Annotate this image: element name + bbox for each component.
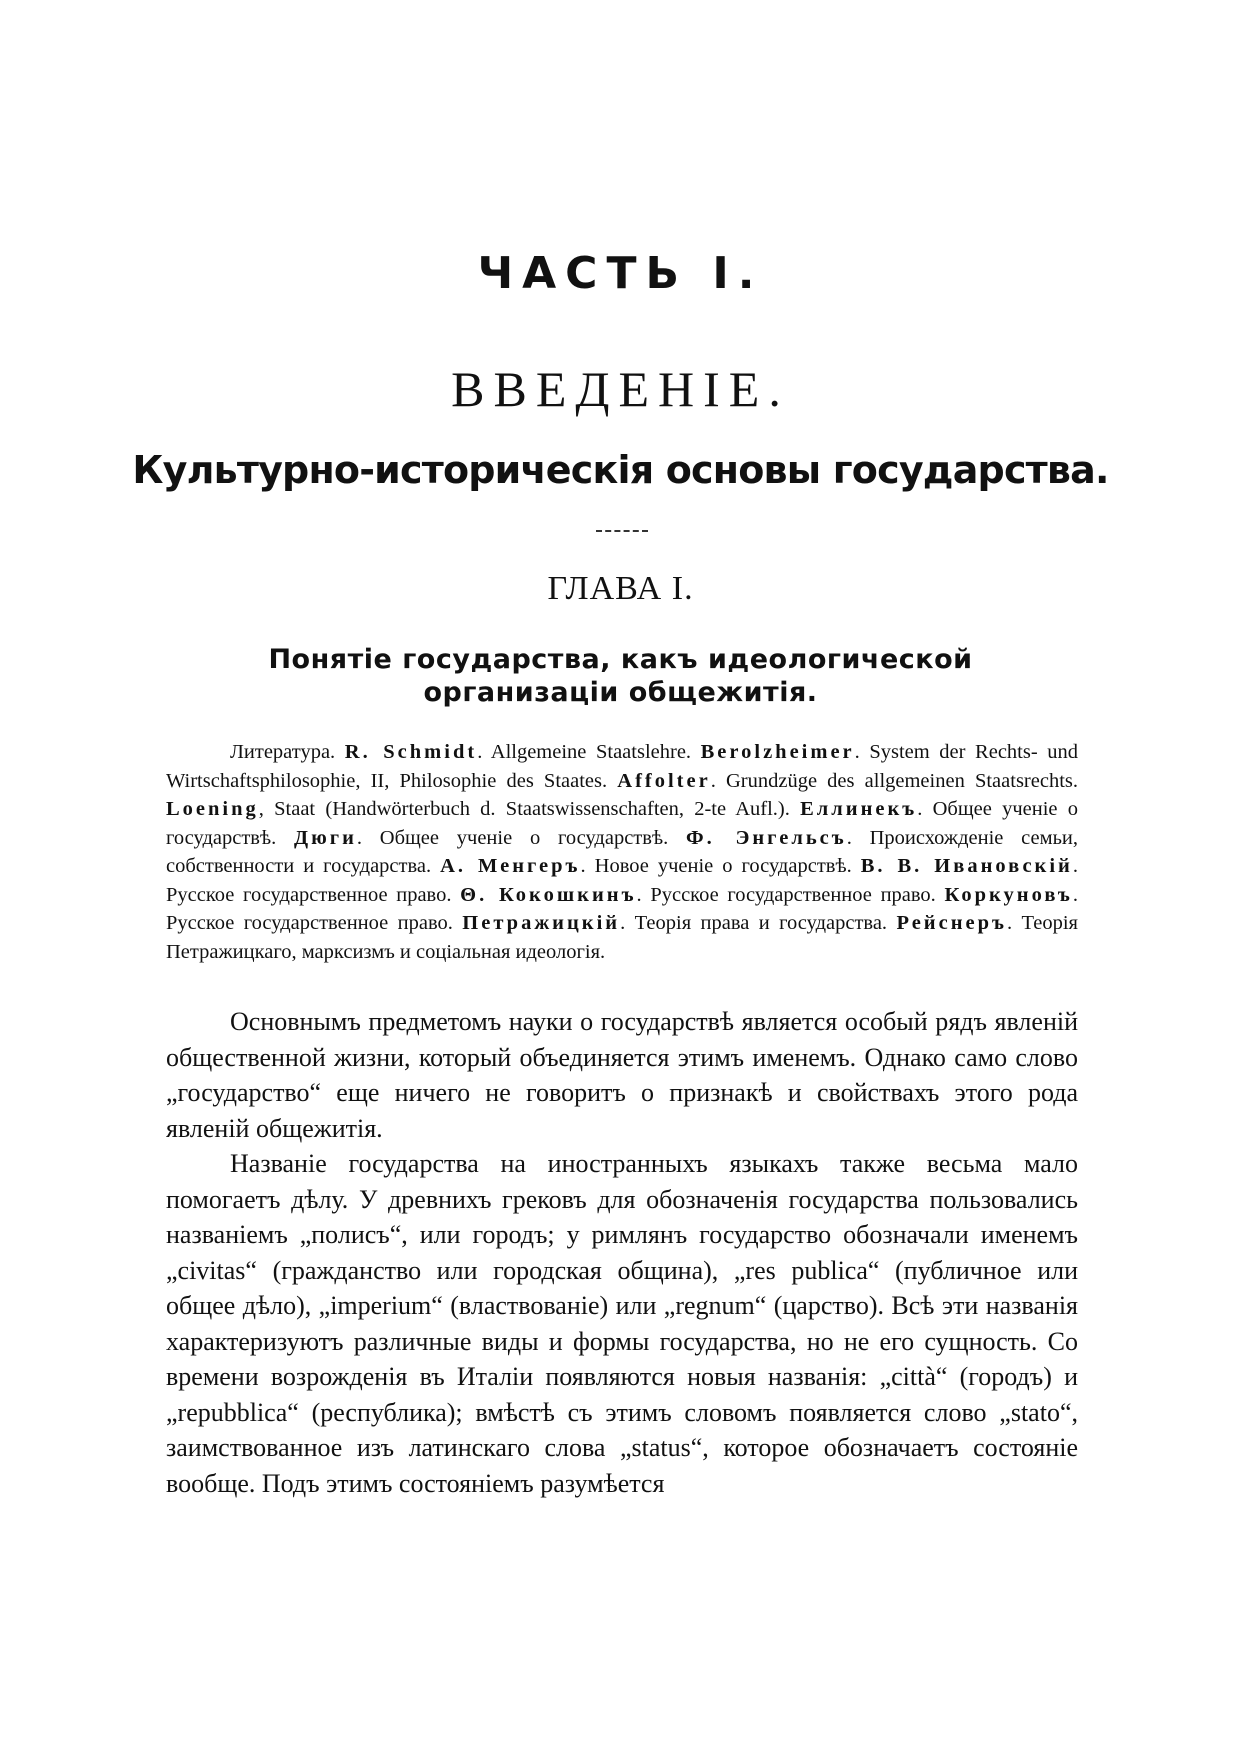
literature-author: Еллинекъ: [800, 798, 918, 820]
literature-author: Коркуновъ: [944, 883, 1073, 906]
literature-label: Литература.: [230, 741, 336, 763]
literature-author: Петражицкій: [462, 912, 621, 934]
literature-work: . Происхожденіе семьи, собственности и государства.: [166, 826, 1079, 877]
chapter-number: ГЛАВА I.: [547, 570, 694, 607]
separator-rule: [596, 530, 648, 532]
literature-work: . Общее ученіе о государствѣ.: [356, 826, 686, 849]
literature-work: , Staat (Handwörterbuch d. Staatswissenschaften, 2-te Aufl.).: [258, 798, 801, 820]
literature-author: Θ. Кокошкинъ: [460, 883, 637, 906]
literature-work: . Теорія Петражицкаго, марксизмъ и соціальная идеологія.: [166, 912, 1078, 963]
literature-work: . Allgemeine Staatslehre.: [477, 741, 701, 763]
section-heading: Культурно-историческія основы государства.: [132, 448, 1109, 492]
paragraph: Основнымъ предметомъ науки о государствѣ является особый рядъ явленій общественной жизни, который объединяется этимъ именемъ. Однако само слово „государство“ еще ничего не говоритъ о признакѣ и свойствахъ этого рода явленій общежитія.: [166, 1007, 1078, 1143]
literature-work: . Русское государственное право.: [636, 883, 945, 906]
literature-work: . Теорія права и государства.: [620, 912, 897, 934]
literature-author: Ф. Энгельсъ: [685, 826, 847, 849]
body-text: [166, 1004, 1078, 1501]
literature-work: . System der Rechts- und Wirtschaftsphilosophie, II, Philosophie des Staates.: [166, 741, 1079, 792]
literature-author: Berolzheimer: [700, 741, 855, 763]
chapter-title-line: Понятіе государства, какъ идеологической: [268, 644, 973, 675]
literature-author: А. Менгеръ: [440, 855, 581, 877]
literature-author: Дюги: [294, 826, 357, 849]
literature-work: . Новое ученіе о государствѣ.: [580, 855, 861, 877]
literature-author: Loening: [166, 798, 259, 820]
literature-list: [166, 738, 1078, 966]
literature-work: . Русское государственное право.: [166, 855, 1078, 906]
literature-work: . Grundzüge des allgemeinen Staatsrechts.: [710, 769, 1079, 792]
part-title: ЧАСТЬ I.: [477, 248, 764, 299]
literature-author: R. Schmidt: [344, 741, 478, 763]
literature-author: Affolter: [617, 769, 711, 792]
paragraph: Названіе государства на иностранныхъ языкахъ также весьма мало помогаетъ дѣлу. У древнихъ грековъ для обозначенія государства пользовались названіемъ „полисъ“, или городъ; у римлянъ государство обозначали именемъ „civitas“ (гражданство или городская община), „res publica“ (публичное или общее дѣло), „imperium“ (властвованіе) или „regnum“ (царство). Всѣ эти названія характеризуютъ различные виды и формы государства, но не его сущность. Со времени возрожденія въ Италіи появляются новыя названія: „città“ (городъ) и „repubblica“ (республика); вмѣстѣ съ этимъ словомъ появляется слово „stato“, заимствованное изъ латинскаго слова „status“, которое обозначаетъ состояніе вообще. Подъ этимъ состояніемъ разумѣется: [166, 1149, 1078, 1498]
literature-work: . Общее ученіе о государствѣ.: [166, 798, 1078, 849]
chapter-title-line: организаціи общежитія.: [423, 677, 818, 708]
introduction-title: ВВЕДЕНIЕ.: [451, 361, 790, 417]
literature-work: . Русское государственное право.: [166, 883, 1078, 934]
literature-author: Рейснеръ: [896, 912, 1007, 934]
literature-author: В. В. Ивановскій: [860, 855, 1073, 877]
chapter-title: [0, 643, 1241, 709]
